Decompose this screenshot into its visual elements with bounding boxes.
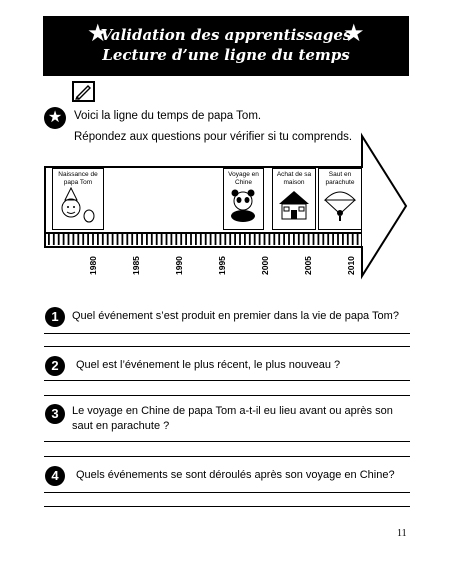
timeline-tick [313,234,315,245]
timeline-tick [190,234,192,245]
year-label: 1995 [217,256,227,275]
timeline-tick [288,234,290,245]
timeline-tick [298,234,300,245]
timeline-tick [151,234,153,245]
timeline-tick [347,234,349,245]
timeline-tick [273,234,275,245]
baby-clown-icon [53,186,101,224]
timeline-tick [200,234,202,245]
parachute-icon [319,186,361,222]
timeline-tick [220,234,222,245]
timeline-tick [175,234,177,245]
page-number: 11 [397,528,407,539]
timeline-tick [269,234,271,245]
timeline-tick [185,234,187,245]
timeline-tick [259,234,261,245]
timeline-ticks [46,232,362,246]
timeline-tick [131,234,133,245]
page-subtitle: Lecture d’une ligne du temps [102,46,350,64]
timeline-tick [156,234,158,245]
question-2-text: Quel est l’événement le plus récent, le plus nouveau ? [76,359,341,371]
timeline-tick [264,234,266,245]
panda-icon [224,186,262,222]
timeline-tick [224,234,226,245]
timeline-tick [146,234,148,245]
timeline-tick [357,234,359,245]
timeline-tick [171,234,173,245]
event-achat-maison: Achat de sa maison [272,168,316,230]
timeline-tick [180,234,182,245]
answer-line [44,395,410,396]
timeline-tick [234,234,236,245]
answer-line [44,506,410,507]
timeline-tick [254,234,256,245]
timeline-tick [195,234,197,245]
timeline-tick [122,234,124,245]
year-label: 2005 [303,256,313,275]
timeline-tick [352,234,354,245]
timeline-tick [161,234,163,245]
timeline-tick [117,234,119,245]
event-saut-parachute: Saut en parachute [318,168,362,230]
timeline-tick [337,234,339,245]
star-bullet-icon: ★ [44,107,66,129]
intro-line-2: Répondez aux questions pour vérifier si tu comprends. [74,131,353,143]
timeline-tick [229,234,231,245]
timeline-tick [215,234,217,245]
timeline-tick [342,234,344,245]
page-title: Validation des apprentissages [100,26,352,44]
question-number-3: 3 [45,404,65,424]
star-icon: ★ [87,20,109,47]
timeline-tick [63,234,65,245]
timeline-tick [92,234,94,245]
timeline-tick [322,234,324,245]
timeline-tick [58,234,60,245]
house-icon [273,186,315,222]
question-3-text: Le voyage en Chine de papa Tom a-t-il eu lieu avant ou après son saut en parachute ? [72,405,393,432]
timeline-tick [308,234,310,245]
answer-line [44,346,410,347]
event-naissance: Naissance de papa Tom [52,168,104,230]
timeline-tick [107,234,109,245]
answer-line [44,456,410,457]
timeline-tick [126,234,128,245]
answer-line [44,380,410,381]
event-voyage-chine: Voyage en Chine [223,168,264,230]
question-number-1: 1 [45,307,65,327]
timeline-tick [48,234,50,245]
timeline-tick [210,234,212,245]
timeline-tick [82,234,84,245]
timeline-tick [77,234,79,245]
timeline-tick [68,234,70,245]
timeline-tick [249,234,251,245]
timeline-tick [102,234,104,245]
timeline-tick [327,234,329,245]
year-label: 2010 [346,256,356,275]
intro-line-1: Voici la ligne du temps de papa Tom. [74,110,262,122]
answer-line [44,441,410,442]
timeline-tick [141,234,143,245]
question-4-text: Quels événements se sont déroulés après son voyage en Chine? [76,469,395,481]
pencil-icon [72,81,95,102]
timeline-tick [97,234,99,245]
timeline-tick [53,234,55,245]
year-label: 1980 [88,256,98,275]
question-number-4: 4 [45,466,65,486]
star-icon: ★ [343,20,365,47]
timeline-tick [303,234,305,245]
timeline-tick [318,234,320,245]
timeline-tick [112,234,114,245]
year-label: 2000 [260,256,270,275]
timeline-tick [239,234,241,245]
timeline-tick [278,234,280,245]
question-number-2: 2 [45,356,65,376]
page-header [43,16,409,76]
timeline-tick [332,234,334,245]
timeline-tick [283,234,285,245]
answer-line [44,333,410,334]
timeline-tick [87,234,89,245]
year-label: 1990 [174,256,184,275]
timeline-tick [205,234,207,245]
timeline-tick [244,234,246,245]
timeline-tick [166,234,168,245]
year-label: 1985 [131,256,141,275]
timeline-tick [293,234,295,245]
answer-line [44,492,410,493]
timeline-tick [73,234,75,245]
question-1-text: Quel événement s’est produit en premier dans la vie de papa Tom? [72,310,399,322]
timeline-tick [136,234,138,245]
timeline-arrow-head [360,124,412,290]
